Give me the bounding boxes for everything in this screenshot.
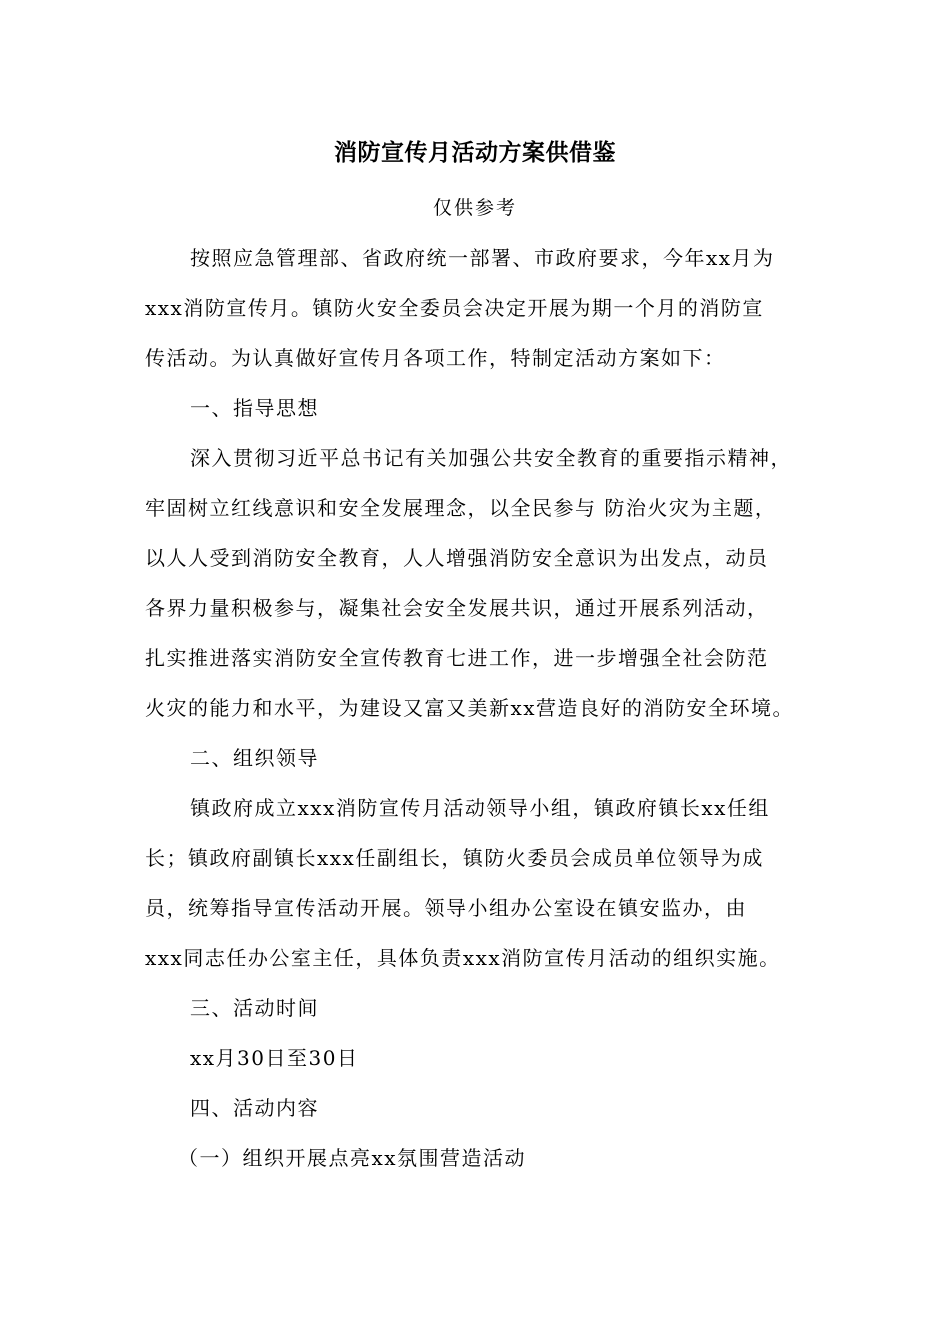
section-heading: 二、组织领导: [190, 746, 319, 770]
section-heading: 四、活动内容: [190, 1096, 319, 1120]
body-line: xxx同志任办公室主任，具体负责xxx消防宣传月活动的组织实施。: [145, 946, 781, 970]
body-line: 员，统筹指导宣传活动开展。领导小组办公室设在镇安监办，由: [145, 896, 747, 920]
section-heading: 一、指导思想: [190, 396, 319, 420]
body-line: 传活动。为认真做好宣传月各项工作，特制定活动方案如下：: [145, 346, 726, 370]
subsection-heading: （一）组织开展点亮xx氛围营造活动: [178, 1146, 527, 1170]
body-line: 扎实推进落实消防安全宣传教育七进工作，进一步增强全社会防范: [145, 646, 769, 670]
section-heading: 三、活动时间: [190, 996, 319, 1020]
body-line: 各界力量积极参与，凝集社会安全发展共识，通过开展系列活动，: [145, 596, 769, 620]
body-line: 火灾的能力和水平，为建设又富又美新xx营造良好的消防安全环境。: [145, 696, 795, 720]
document-title: 消防宣传月活动方案供借鉴: [334, 139, 616, 166]
body-line: 以人人受到消防安全教育，人人增强消防安全意识为出发点，动员: [145, 546, 769, 570]
body-line: 牢固树立红线意识和安全发展理念，以全民参与 防治火灾为主题，: [145, 496, 777, 520]
body-line: 按照应急管理部、省政府统一部署、市政府要求，今年xx月为: [190, 246, 775, 270]
body-line: 镇政府成立xxx消防宣传月活动领导小组，镇政府镇长xx任组: [190, 796, 770, 820]
body-line: 长；镇政府副镇长xxx任副组长，镇防火委员会成员单位领导为成: [145, 846, 764, 870]
document-subtitle: 仅供参考: [432, 197, 517, 219]
body-line: 深入贯彻习近平总书记有关加强公共安全教育的重要指示精神，: [190, 446, 792, 470]
body-line: xx月30日至30日: [190, 1046, 359, 1070]
body-line: xxx消防宣传月。镇防火安全委员会决定开展为期一个月的消防宣: [145, 296, 764, 320]
